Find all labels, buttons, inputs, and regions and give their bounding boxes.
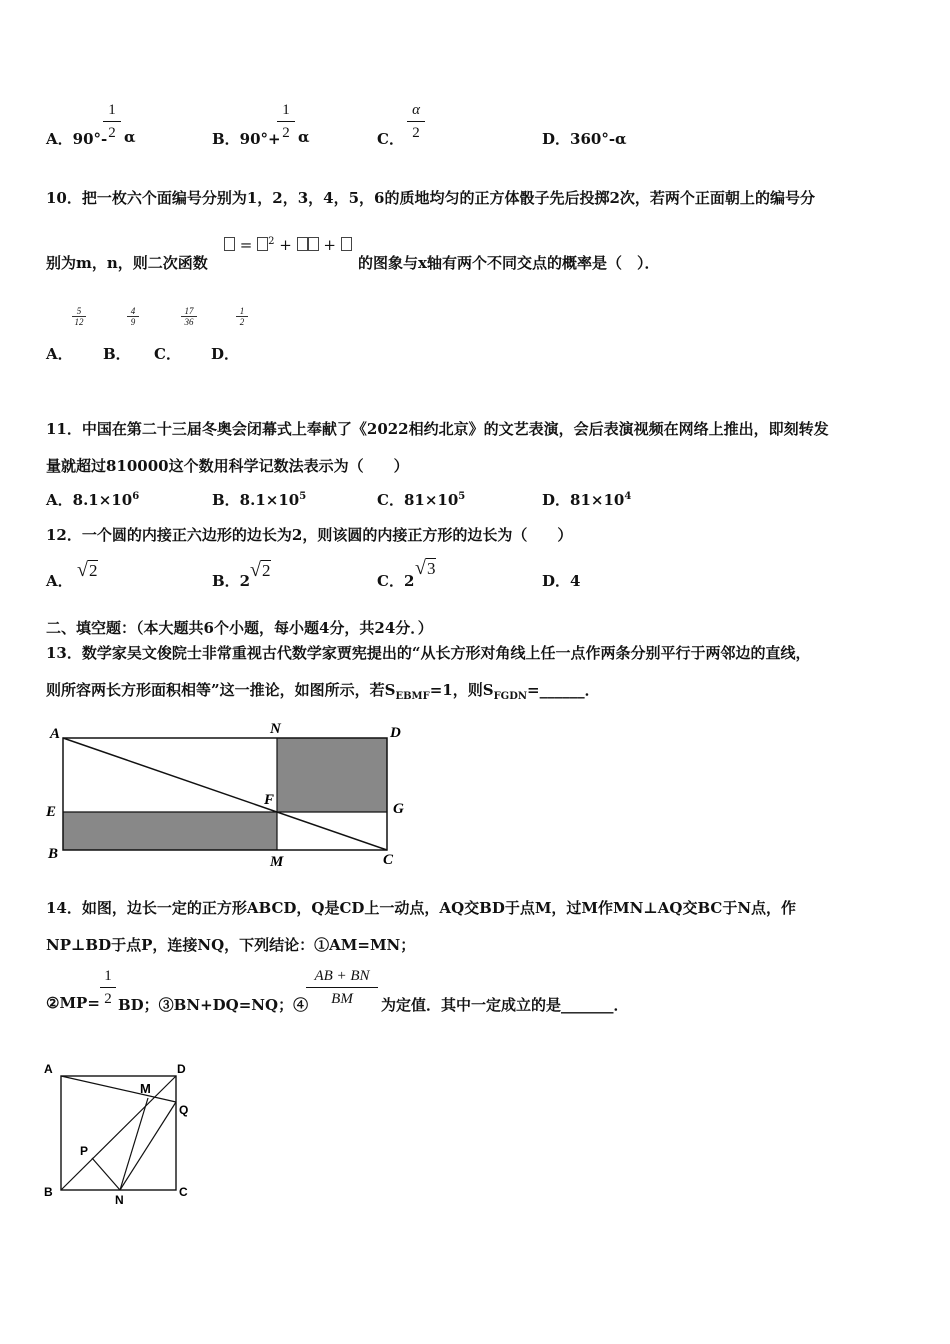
label-d: D — [177, 1062, 186, 1076]
q14-ratio-fraction — [306, 966, 378, 1009]
q10-fraction-a — [72, 306, 86, 327]
label-m: M — [270, 854, 284, 870]
q9-option-d-label: D．360°-α — [542, 130, 627, 148]
label-p: P — [80, 1144, 89, 1158]
label-f: F — [264, 792, 275, 808]
label-a: A — [44, 1062, 53, 1076]
label-b: B — [44, 1185, 53, 1199]
fraction-denominator: 12 — [74, 317, 84, 327]
q12-option-a-label: A． — [46, 572, 73, 590]
fraction-numerator: 4 — [130, 306, 136, 316]
fraction-denominator: 9 — [130, 317, 136, 327]
rect-fgdn — [277, 738, 387, 812]
label-g: G — [393, 801, 404, 817]
q13-text-line2: 则所容两长方形面积相等”这一推论，如图所示，若$S_{EBMF}=1$，则$S_{FGDN}=\_\_\_\_\_\_$． — [46, 681, 600, 702]
label-c: C — [179, 1185, 188, 1199]
q10-option-b: B． — [103, 345, 131, 363]
q10-option-d: D． — [211, 345, 240, 363]
fraction-numerator: 5 — [76, 306, 82, 316]
q12-option-d: D．4 — [542, 572, 581, 590]
q14-text-line3-mid: BD；③BN+DQ=NQ；④ — [118, 996, 309, 1014]
q10-text-line2-post: 的图象与x轴有两个不同交点的概率是（ ）． — [358, 254, 660, 272]
segment-aq — [61, 1076, 176, 1102]
q14-text-line2: NP⊥BD于点P，连接NQ，下列结论：①AM=MN； — [46, 936, 416, 954]
q12-option-c-label: C．2 — [377, 572, 415, 590]
q9-option-c-label: C． — [377, 130, 404, 148]
q14-square-figure — [40, 1058, 200, 1210]
q10-quadratic-function-image: = $^2$ + + — [224, 236, 352, 254]
q9-option-c-fraction — [407, 100, 425, 143]
label-m: M — [140, 1081, 151, 1096]
q11-text-line2: 量就超过810000这个数用科学记数法表示为（ ） — [46, 457, 409, 475]
q12-text-line1: 12．一个圆的内接正六边形的边长为2，则该圆的内接正方形的边长为（ ） — [46, 526, 573, 544]
rect-ebmf — [63, 812, 277, 850]
q9-option-a-tail: α — [124, 128, 136, 146]
section-2-heading: 二、填空题：（本大题共6个小题，每小题4分，共24分．） — [46, 619, 433, 637]
q10-fraction-c — [181, 306, 197, 327]
fraction-numerator: 1 — [104, 968, 112, 984]
q14-mp-fraction — [100, 966, 116, 1009]
q10-option-c: C． — [154, 345, 181, 363]
q10-fraction-b — [127, 306, 139, 327]
q10-text-line1: 10．把一枚六个面编号分别为1，2，3，4，5，6的质地均匀的正方体骰子先后投掷2次，若两个正面朝上的编号分 — [46, 189, 815, 207]
q10-option-a: A． — [46, 345, 73, 363]
fraction-denominator: 2 — [104, 991, 112, 1007]
q14-text-line3-pre: ②MP= — [46, 994, 100, 1012]
segment-nq — [120, 1102, 176, 1190]
q13-text-line1: 13．数学家吴文俊院士非常重视古代数学家贾宪提出的“从长方形对角线上任一点作两条分别平行于两邻边的直线， — [46, 644, 811, 662]
q10-text-line2-pre: 别为m，n，则二次函数 — [46, 254, 208, 272]
fraction-denominator: 2 — [108, 125, 116, 141]
q11-option-c: C．$81\times 10^5$ — [377, 491, 466, 509]
q12-option-a-sqrt: √2 — [77, 559, 98, 581]
diagonal-bd — [61, 1076, 176, 1190]
segment-np — [92, 1158, 120, 1190]
q12-option-b-label: B．2 — [212, 572, 251, 590]
q11-option-a: A．$8.1\times 10^6$ — [46, 491, 140, 509]
fraction-denominator: 2 — [239, 317, 245, 327]
fraction-numerator: 1 — [239, 306, 245, 316]
q14-text-line3-post: 为定值．其中一定成立的是_______． — [381, 996, 629, 1014]
label-c: C — [383, 852, 394, 868]
q9-option-b-fraction — [277, 100, 295, 143]
q12-option-b-sqrt: √2 — [250, 559, 271, 581]
label-q: Q — [179, 1103, 189, 1117]
fraction-numerator: AB + BN — [314, 968, 370, 984]
fraction-numerator: 1 — [282, 102, 290, 118]
fraction-denominator: 2 — [282, 125, 290, 141]
q11-option-d: D．$81\times 10^4$ — [542, 491, 632, 509]
q12-option-c-sqrt: √3 — [415, 557, 436, 579]
q13-rectangle-figure — [40, 716, 420, 872]
label-a: A — [50, 726, 61, 742]
fraction-numerator: α — [412, 102, 420, 118]
label-n: N — [115, 1193, 124, 1207]
q11-text-line1: 11．中国在第二十三届冬奥会闭幕式上奉献了《2022相约北京》的文艺表演，会后表演视频在网络上推出，即刻转发 — [46, 420, 829, 438]
label-e: E — [46, 804, 57, 820]
fraction-denominator: 2 — [412, 125, 420, 141]
q14-text-line1: 14．如图，边长一定的正方形ABCD，Q是CD上一动点，AQ交BD于点M，过M作MN⊥AQ交BC于N点，作 — [46, 899, 797, 917]
q9-option-a-fraction — [103, 100, 121, 143]
label-n: N — [270, 721, 281, 737]
label-b: B — [48, 846, 59, 862]
q10-fraction-d — [236, 306, 248, 327]
fraction-numerator: 1 — [108, 102, 116, 118]
fraction-denominator: BM — [331, 991, 353, 1007]
fraction-numerator: 17 — [184, 306, 194, 316]
q11-option-b: B．$8.1\times 10^5$ — [212, 491, 307, 509]
label-d: D — [390, 725, 401, 741]
q9-option-b-tail: α — [298, 128, 310, 146]
segment-mn — [120, 1098, 148, 1190]
q9-option-a-label: A．90°- — [46, 130, 108, 148]
fraction-denominator: 36 — [184, 317, 194, 327]
q9-option-b-label: B．90°+ — [212, 130, 281, 148]
